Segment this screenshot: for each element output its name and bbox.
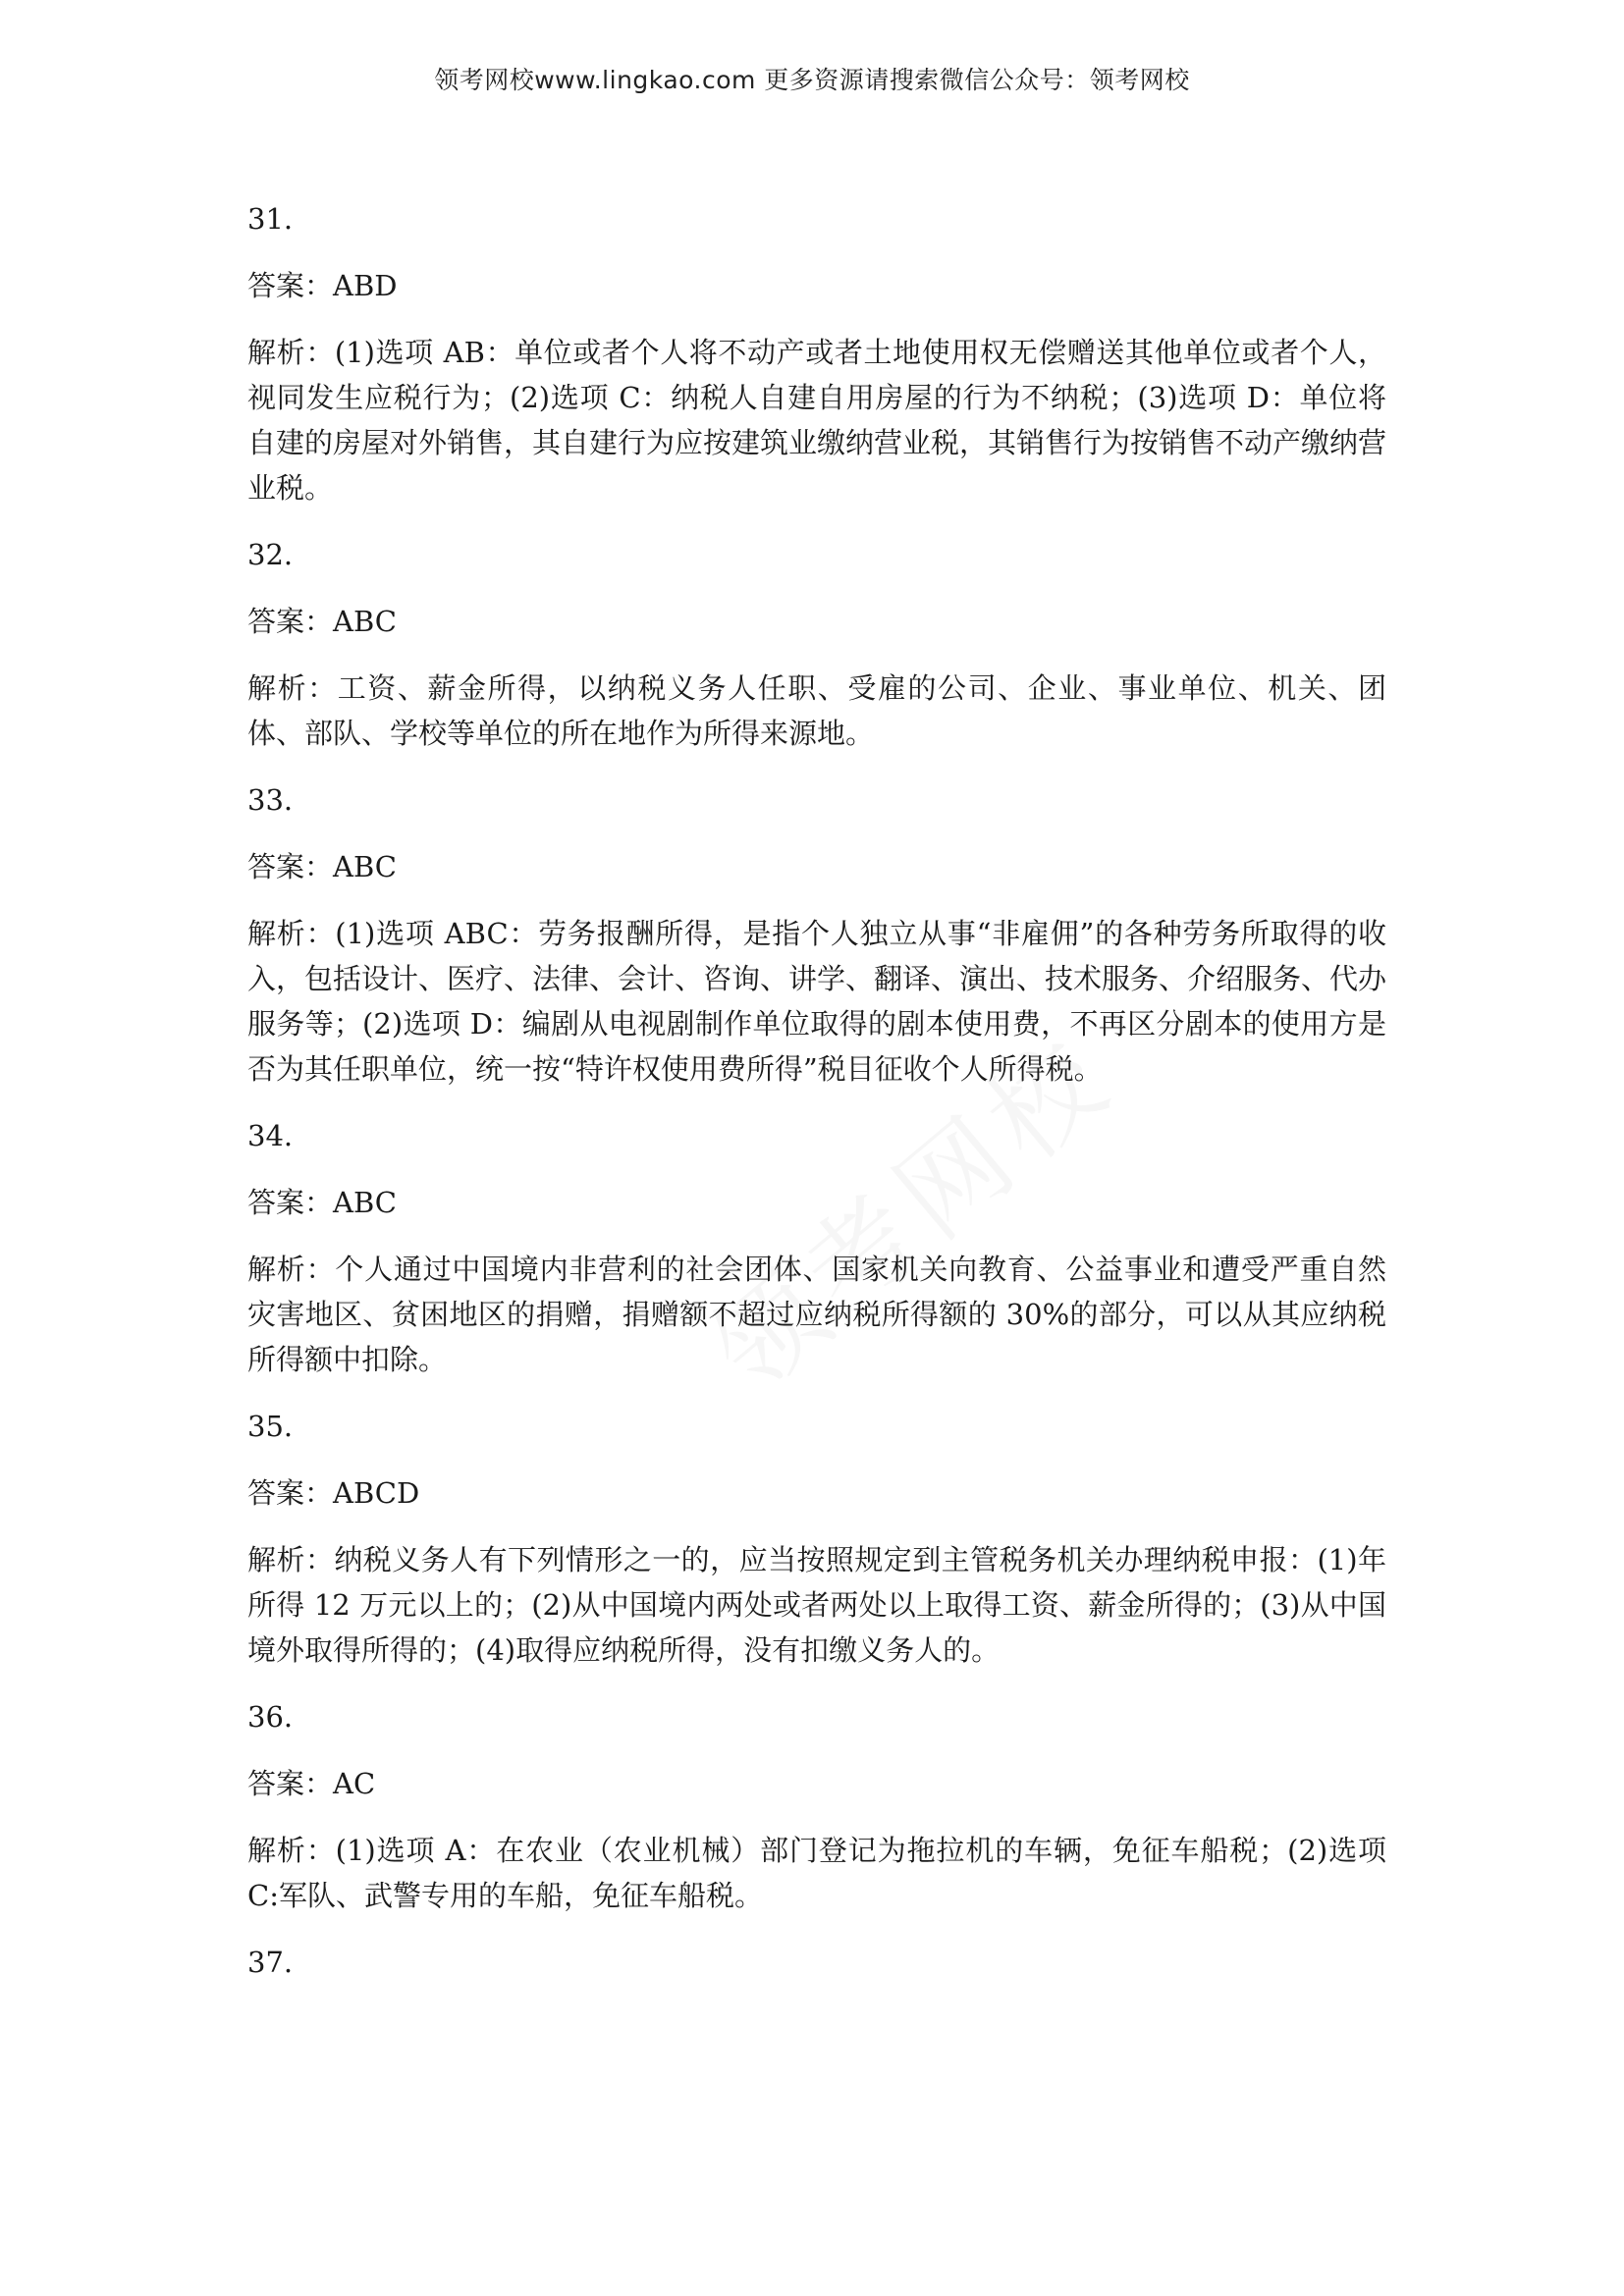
question-number: 35.: [247, 1410, 294, 1443]
analysis-line: [247, 1828, 1386, 1918]
question-number: 36.: [247, 1700, 294, 1734]
answer-label: 答案：: [247, 850, 334, 883]
analysis-line: [247, 1537, 1386, 1673]
analysis-line: [247, 911, 1386, 1092]
question-number: 34.: [247, 1119, 294, 1152]
question-33: [247, 777, 1386, 1092]
answer-line: [247, 1470, 1386, 1516]
page-header: [0, 61, 1624, 96]
document-body: [247, 196, 1386, 2006]
analysis-label: 解析：: [247, 1834, 336, 1867]
question-number: 33.: [247, 783, 294, 817]
answer-value: ABC: [333, 1186, 397, 1219]
analysis-text: 纳税义务人有下列情形之一的，应当按照规定到主管税务机关办理纳税申报：(1)年所得 12 万元以上的；(2)从中国境内两处或者两处以上取得工资、薪金所得的；(3)从中国境外取得所得的；(4)取得应纳税所得，没有扣缴义务人的。: [247, 1543, 1386, 1667]
question-36: [247, 1694, 1386, 1918]
question-31: [247, 196, 1386, 510]
analysis-line: [247, 1247, 1386, 1382]
answer-label: 答案：: [247, 605, 334, 638]
analysis-line: [247, 666, 1386, 756]
answer-value: ABC: [333, 850, 397, 883]
question-number: 31.: [247, 202, 294, 236]
answer-line: [247, 599, 1386, 644]
analysis-text: (1)选项 AB：单位或者个人将不动产或者土地使用权无偿赠送其他单位或者个人，视同发生应税行为；(2)选项 C：纳税人自建自用房屋的行为不纳税；(3)选项 D：单位将自建的房屋对外销售，其自建行为应按建筑业缴纳营业税，其销售行为按销售不动产缴纳营业税。: [247, 336, 1387, 505]
answer-value: ABD: [333, 269, 398, 302]
analysis-label: 解析：: [247, 1543, 335, 1576]
question-number: 32.: [247, 538, 294, 571]
answer-line: [247, 1761, 1386, 1806]
analysis-text: (1)选项 ABC：劳务报酬所得，是指个人独立从事“非雇佣”的各种劳务所取得的收入，包括设计、医疗、法律、会计、咨询、讲学、翻译、演出、技术服务、介绍服务、代办服务等；(2)选项 D：编剧从电视剧制作单位取得的剧本使用费，不再区分剧本的使用方是否为其任职单位，统一按“特许权使用费所得”税目征收个人所得税。: [247, 917, 1387, 1086]
answer-line: [247, 844, 1386, 889]
question-number: 37.: [247, 1946, 294, 1979]
answer-label: 答案：: [247, 1476, 334, 1510]
question-34: [247, 1113, 1386, 1382]
answer-value: ABC: [333, 605, 397, 638]
answer-label: 答案：: [247, 1767, 334, 1800]
answer-line: [247, 263, 1386, 308]
answer-value: AC: [333, 1767, 376, 1800]
answer-label: 答案：: [247, 269, 334, 302]
header-text: 领考网校www.lingkao.com 更多资源请搜索微信公众号：领考网校: [434, 66, 1190, 94]
analysis-text: 个人通过中国境内非营利的社会团体、国家机关向教育、公益事业和遭受严重自然灾害地区、贫困地区的捐赠，捐赠额不超过应纳税所得额的 30%的部分，可以从其应纳税所得额中扣除。: [247, 1253, 1386, 1376]
analysis-line: [247, 330, 1386, 510]
question-35: [247, 1404, 1386, 1673]
answer-line: [247, 1180, 1386, 1225]
analysis-label: 解析：: [247, 917, 336, 950]
analysis-label: 解析：: [247, 336, 335, 369]
answer-label: 答案：: [247, 1186, 334, 1219]
question-32: [247, 532, 1386, 756]
answer-value: ABCD: [333, 1476, 420, 1510]
analysis-text: (1)选项 A：在农业（农业机械）部门登记为拖拉机的车辆，免征车船税；(2)选项 C:军队、武警专用的车船，免征车船税。: [247, 1834, 1386, 1912]
analysis-text: 工资、薪金所得，以纳税义务人任职、受雇的公司、企业、事业单位、机关、团体、部队、学校等单位的所在地作为所得来源地。: [247, 671, 1386, 750]
question-37: [247, 1940, 1386, 1985]
analysis-label: 解析：: [247, 1253, 336, 1286]
analysis-label: 解析：: [247, 671, 338, 705]
